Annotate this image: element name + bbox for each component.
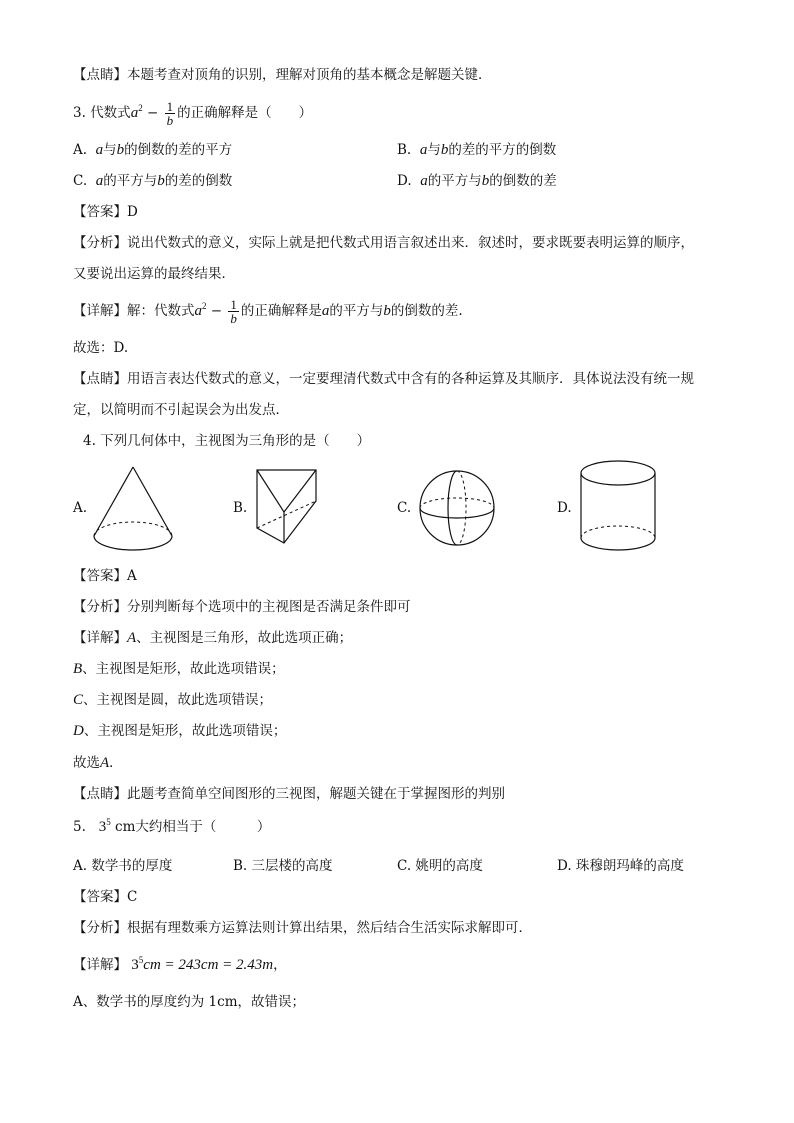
q5-detail-label: 【详解】 bbox=[73, 957, 127, 973]
q3-stem bbox=[73, 96, 312, 130]
q3-detail-minus: − bbox=[210, 303, 223, 319]
q4-detail-var-c: C bbox=[73, 692, 84, 708]
q3-option-a bbox=[73, 140, 232, 160]
cone-figure bbox=[92, 465, 174, 555]
q3-option-c-label: C. bbox=[73, 173, 88, 189]
q5-detail-equation: cm = 243cm = 2.43m bbox=[143, 957, 274, 973]
q4-choose bbox=[73, 753, 123, 773]
q3-detail-exponent: 2 bbox=[202, 301, 207, 311]
q4-option-c-label: C. bbox=[397, 500, 412, 516]
q4-detail-text-a: 、主视图是三角形，故此选项正确； bbox=[136, 630, 353, 646]
q3-detail-frac-den: b bbox=[230, 311, 237, 326]
q4-point: 【点睛】此题考查简单空间图形的三视图，解题关键在于掌握图形的判别 bbox=[73, 786, 505, 802]
q4-detail-line-2 bbox=[73, 659, 285, 679]
q3-option-d-text: 的倒数的差 bbox=[489, 173, 557, 189]
q5-detail-a: A、数学书的厚度约为 1cm，故错误； bbox=[73, 994, 305, 1010]
q3-option-c-text: 的差的倒数 bbox=[164, 173, 233, 189]
q3-option-d bbox=[397, 171, 557, 191]
q3-answer: 【答案】D bbox=[73, 204, 138, 220]
q5-option-c: C. 姚明的高度 bbox=[397, 858, 483, 874]
q4-option-d-label: D. bbox=[557, 500, 572, 516]
q3-option-a-var-b: b bbox=[116, 142, 125, 158]
q4-detail-line-4 bbox=[73, 721, 286, 741]
q4-detail-var-a: A bbox=[127, 630, 137, 646]
q4-detail-var-d: D bbox=[73, 723, 84, 739]
q3-fraction bbox=[165, 100, 176, 127]
q3-choose: 故选：D. bbox=[73, 340, 129, 356]
cylinder-figure bbox=[579, 460, 657, 552]
q3-option-a-var-a: a bbox=[95, 142, 104, 158]
q5-analysis: 【分析】根据有理数乘方运算法则计算出结果，然后结合生活实际求解即可． bbox=[73, 920, 532, 936]
triangular-prism-figure bbox=[256, 469, 318, 545]
q3-analysis-line-2: 又要说出运算的最终结果． bbox=[73, 266, 235, 282]
q3-detail-suffix: 的倒数的差. bbox=[390, 303, 463, 319]
q3-exponent: 2 bbox=[138, 103, 143, 113]
q3-option-c-var-b: b bbox=[157, 173, 165, 189]
q3-detail-mid2: 的平方与 bbox=[329, 303, 384, 319]
q3-option-a-text: 的倒数的差的平方 bbox=[124, 142, 233, 158]
q5-option-a: A. 数学书的厚度 bbox=[73, 858, 173, 874]
q4-detail-line-3 bbox=[73, 690, 272, 710]
q3-detail-fraction bbox=[228, 298, 239, 325]
q3-option-c bbox=[73, 171, 232, 191]
q3-var-a: a bbox=[130, 105, 139, 121]
q3-option-b-label: B. bbox=[397, 142, 412, 158]
q3-detail-mid: 的正确解释是 bbox=[240, 303, 322, 319]
q3-point-line-2: 定，以简明而不引起误会为出发点． bbox=[73, 402, 289, 418]
q3-detail-var-a2: a bbox=[321, 303, 330, 319]
q3-option-b-var-b: b bbox=[440, 142, 449, 158]
q3-stem-suffix: 的正确解释是（ ） bbox=[177, 105, 313, 121]
q5-option-d: D. 珠穆朗玛峰的高度 bbox=[557, 858, 684, 874]
q3-frac-den: b bbox=[166, 113, 174, 128]
q3-option-d-var-b: b bbox=[481, 173, 490, 189]
q3-option-d-mid: 的平方与 bbox=[427, 173, 482, 189]
q4-detail-label: 【详解】 bbox=[73, 630, 127, 646]
q4-option-a-label: A. bbox=[73, 500, 88, 516]
q5-number: 5. bbox=[73, 819, 86, 835]
q5-exponent: 5 bbox=[106, 817, 111, 827]
q3-frac-num: 1 bbox=[166, 99, 174, 114]
q3-point-line-1: 【点睛】用语言表达代数式的意义，一定要理清代数式中含有的各种运算及其顺序．具体说法没有统一规 bbox=[73, 371, 694, 387]
q3-option-b-mid: 与 bbox=[427, 142, 441, 158]
q3-option-d-var-a: a bbox=[420, 173, 428, 189]
q5-stem bbox=[73, 817, 270, 837]
q4-detail-var-b: B bbox=[73, 661, 83, 677]
q4-detail-text-b: 、主视图是矩形，故此选项错误； bbox=[82, 661, 285, 677]
q5-detail-exponent: 5 bbox=[138, 955, 144, 965]
q3-analysis-line-1: 【分析】说出代数式的意义，实际上就是把代数式用语言叙述出来．叙述时，要求既要表明运算的顺序， bbox=[73, 235, 694, 251]
q4-choose-suffix: ． bbox=[109, 755, 123, 771]
q3-option-c-mid: 的平方与 bbox=[103, 173, 158, 189]
q5-detail-comma: ， bbox=[273, 957, 287, 973]
q3-detail-prefix: 【详解】解：代数式 bbox=[73, 303, 195, 319]
q4-choose-prefix: 故选 bbox=[73, 755, 100, 771]
q5-detail-base: 3 bbox=[131, 957, 139, 973]
q3-option-d-label: D. bbox=[397, 173, 412, 189]
q5-detail bbox=[73, 955, 287, 975]
q3-option-b bbox=[397, 140, 556, 160]
q3-minus: − bbox=[146, 105, 159, 121]
note-line-1: 【点睛】本题考查对顶角的识别，理解对顶角的基本概念是解题关键． bbox=[73, 67, 492, 83]
q3-stem-prefix: 代数式 bbox=[90, 105, 131, 121]
q3-detail-var-b: b bbox=[383, 303, 391, 319]
q4-choose-var: A bbox=[100, 755, 110, 771]
q4-detail-line-1 bbox=[73, 628, 352, 648]
q5-stem-text: cm大约相当于（ ） bbox=[110, 819, 271, 835]
q3-option-b-text: 的差的平方的倒数 bbox=[448, 142, 557, 158]
q3-option-a-label: A. bbox=[73, 142, 88, 158]
q4-option-b-label: B. bbox=[233, 500, 248, 516]
q5-answer: 【答案】C bbox=[73, 889, 138, 905]
q4-stem: 4. 下列几何体中，主视图为三角形的是（ ） bbox=[83, 433, 371, 449]
q3-detail-frac-num: 1 bbox=[230, 297, 237, 312]
q3-option-b-var-a: a bbox=[419, 142, 428, 158]
q3-detail-var-a: a bbox=[194, 303, 202, 319]
q4-detail-text-d: 、主视图是矩形，故此选项错误； bbox=[83, 723, 287, 739]
q3-option-a-mid: 与 bbox=[103, 142, 117, 158]
sphere-figure bbox=[418, 469, 496, 547]
q4-analysis: 【分析】分别判断每个选项中的主视图是否满足条件即可 bbox=[73, 599, 411, 615]
q3-detail bbox=[73, 294, 463, 328]
q5-base: 3 bbox=[98, 819, 107, 835]
q5-option-b: B. 三层楼的高度 bbox=[233, 858, 333, 874]
q3-number: 3. bbox=[73, 105, 86, 121]
q4-answer: 【答案】A bbox=[73, 568, 137, 584]
q3-option-c-var-a: a bbox=[95, 173, 104, 189]
q4-detail-text-c: 、主视图是圆，故此选项错误； bbox=[83, 692, 273, 708]
